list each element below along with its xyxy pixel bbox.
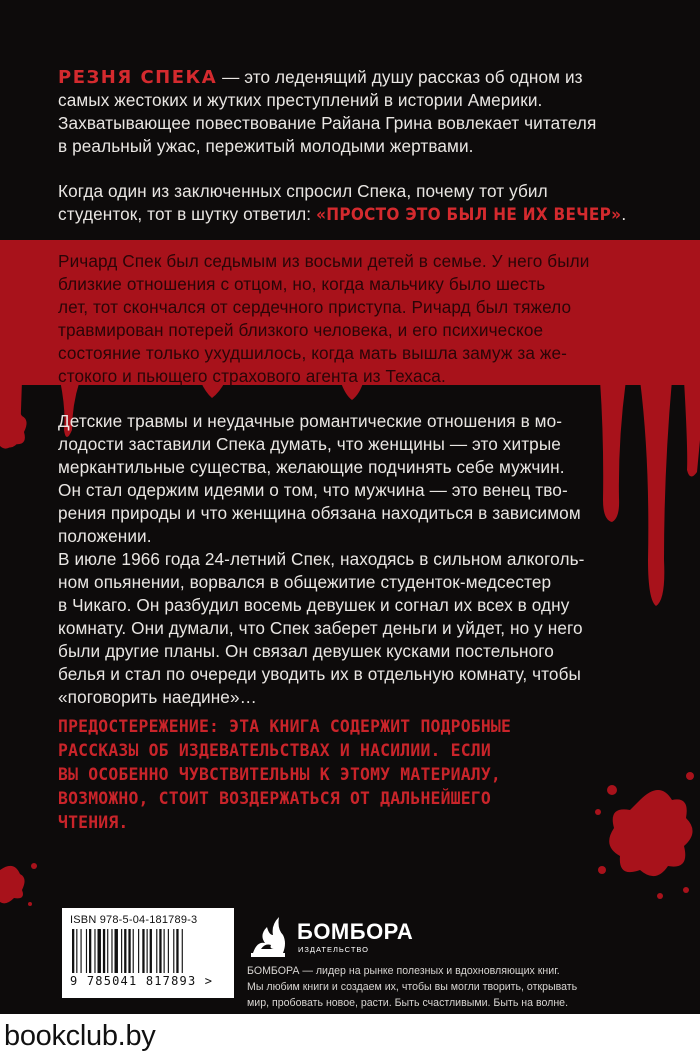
warning-line: ПРЕДОСТЕРЕЖЕНИЕ: ЭТА КНИГА СОДЕРЖИТ ПОДРОБНЫЕ (58, 717, 512, 736)
crime-line: в Чикаго. Он разбудил восемь девушек и согнал их всех в одну (58, 595, 570, 615)
publisher-blurb (247, 963, 687, 1011)
quote-paragraph (58, 180, 660, 227)
quote-line-2 (58, 203, 660, 227)
intro-line-2: самых жестоких и жутких преступлений в истории Америки. (58, 90, 543, 110)
bombora-logo-icon (247, 913, 289, 957)
quote-lead-text: студенток, тот в шутку ответил: (58, 204, 317, 224)
childhood-line: травмирован потерей близкого человека, и его психическое (58, 320, 544, 340)
trauma-line: Детские травмы и неудачные романтические отношения в мо- (58, 411, 563, 431)
crime-line: комнату. Они думали, что Спек заберет деньги и уйдет, но у него (58, 618, 583, 638)
crime-line: В июле 1966 года 24-летний Спек, находясь в сильном алкоголь- (58, 549, 585, 569)
crime-line: «поговорить наедине»… (58, 687, 257, 707)
quote-end: . (621, 204, 627, 224)
trauma-line: рения природы и что женщина обязана находиться в зависимом (58, 503, 581, 523)
warning-line: ЧТЕНИЯ. (58, 813, 129, 832)
quote-line-1: Когда один из заключенных спросил Спека, почему тот убил (58, 181, 548, 201)
intro-line-3: Захватывающее повествование Райана Грина вовлекает читателя (58, 113, 597, 133)
childhood-line: близкие отношения с отцом, но, когда мальчику было шесть (58, 274, 546, 294)
book-title-highlight: РЕЗНЯ СПЕКА (58, 67, 218, 88)
warning-line: ВЫ ОСОБЕННО ЧУВСТВИТЕЛЬНЫ К ЭТОМУ МАТЕРИАЛУ, (58, 765, 501, 784)
blurb-line: Мы любим книги и создаем их, чтобы вы могли творить, открывать (247, 981, 578, 993)
intro-line-4: в реальный ужас, пережитый молодыми жертвами. (58, 136, 474, 156)
intro-text: — это леденящий душу рассказ об одном из (217, 67, 583, 87)
publisher-subtitle: ИЗДАТЕЛЬСТВО (298, 945, 370, 954)
barcode-box (62, 908, 234, 998)
childhood-line: стокого и пьющего страхового агента из Техаса. (58, 366, 446, 386)
watermark-footer (0, 1014, 700, 1064)
crime-line: были другие планы. Он связал девушек кусками постельного (58, 641, 554, 661)
site-watermark: bookclub.by (4, 1020, 156, 1052)
content-warning (58, 715, 678, 835)
childhood-line: Ричард Спек был седьмым из восьми детей в семье. У него были (58, 251, 590, 271)
intro-paragraph (58, 66, 660, 158)
childhood-line: лет, тот скончался от сердечного приступа. Ричард был тяжело (58, 297, 572, 317)
trauma-line: меркантильные существа, желающие подчинять себе мужчин. (58, 457, 565, 477)
barcode-digits: 9 785041 817893 > (70, 974, 214, 988)
trauma-line: Он стал одержим идеями о том, что мужчина — это венец тво- (58, 480, 568, 500)
publisher-block (247, 913, 427, 959)
speck-quote: «ПРОСТО ЭТО БЫЛ НЕ ИХ ВЕЧЕР» (316, 205, 622, 225)
publisher-name: БОМБОРА (297, 919, 414, 944)
childhood-line: состояние только ухудшилось, когда мать вышла замуж за же- (58, 343, 567, 363)
blurb-line: мир, пробовать новое, расти. Быть счастливыми. Быть на волне. (247, 997, 569, 1009)
isbn-number: ISBN 978-5-04-181789-3 (70, 914, 198, 926)
intro-line-1 (58, 66, 660, 89)
crime-line: белья и стал по очереди уводить их в отдельную комнату, чтобы (58, 664, 581, 684)
trauma-paragraph (58, 410, 660, 548)
childhood-paragraph (58, 250, 660, 388)
warning-line: РАССКАЗЫ ОБ ИЗДЕВАТЕЛЬСТВАХ И НАСИЛИИ. ЕСЛИ (58, 741, 491, 760)
trauma-line: лодости заставили Спека думать, что женщины — это хитрые (58, 434, 561, 454)
trauma-line: положении. (58, 526, 152, 546)
crime-line: ном опьянении, ворвался в общежитие студенток-медсестер (58, 572, 552, 592)
warning-line: ВОЗМОЖНО, СТОИТ ВОЗДЕРЖАТЬСЯ ОТ ДАЛЬНЕЙШЕГО (58, 789, 491, 808)
crime-paragraph (58, 548, 660, 709)
barcode-icon (70, 929, 226, 973)
blurb-line: БОМБОРА — лидер на рынке полезных и вдохновляющих книг. (247, 965, 560, 977)
